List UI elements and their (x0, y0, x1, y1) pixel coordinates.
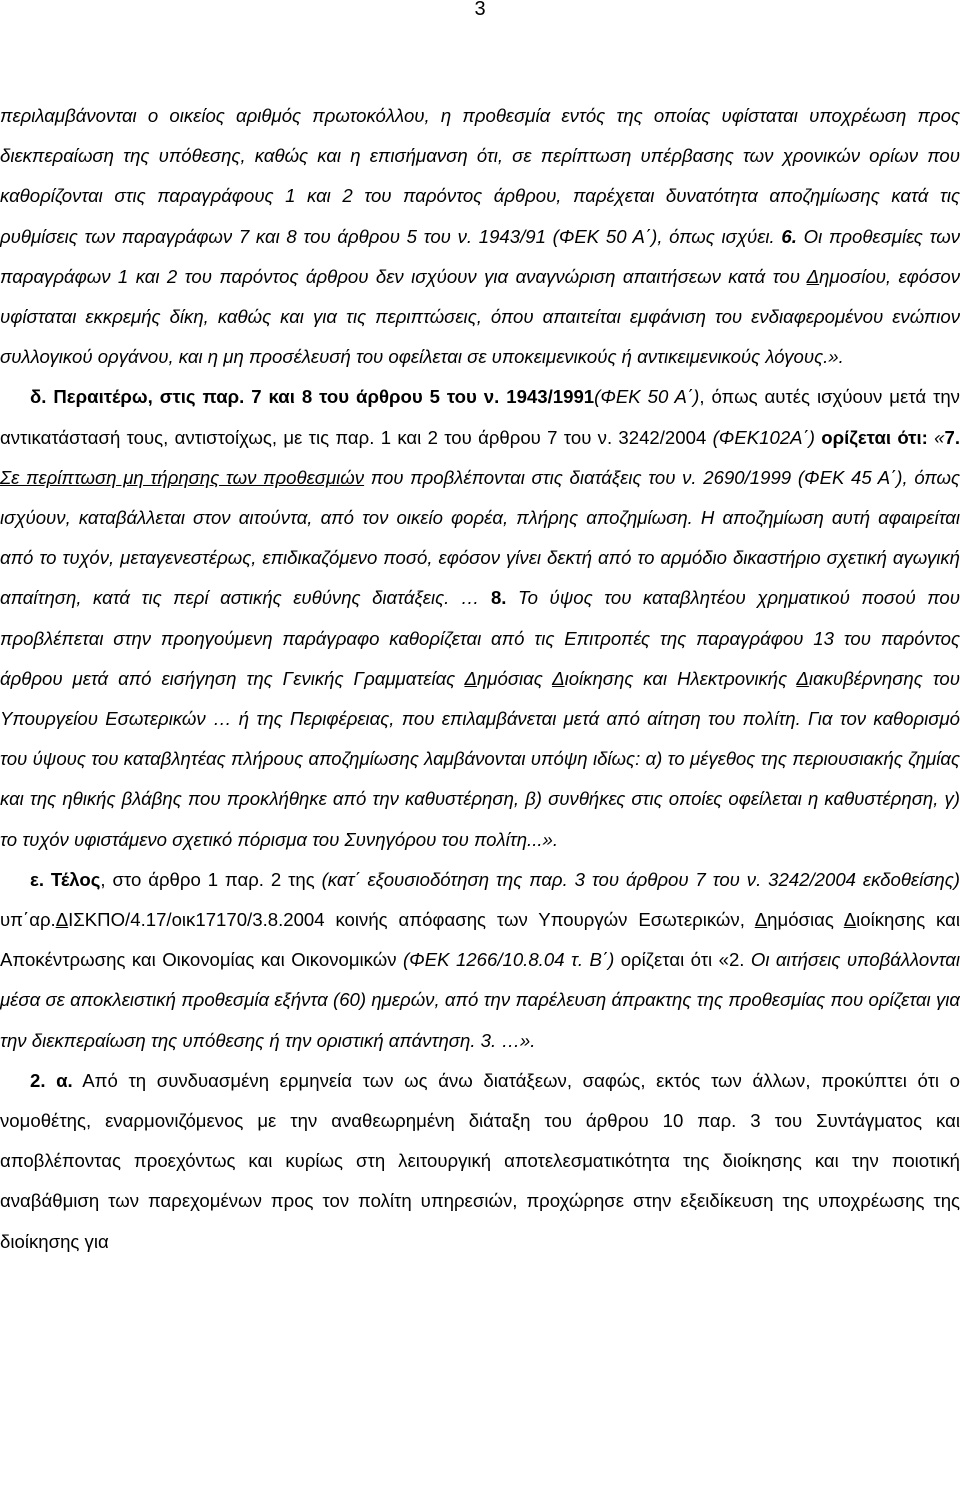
text-run: (κατ΄ εξουσιοδότηση της παρ. 3 του άρθρου 7 του ν. 3242/2004 εκδοθείσης) (321, 868, 960, 890)
text-run: ιακυβέρνησης του Υπουργείου Εσωτερικών … ή της Περιφέρειας, που επιλαμβάνεται μετά από αίτηση του πολίτη. Για τον καθορισμό του ύψους του καταβλητέας πλήρους αποζημίωσης λαμβάνονται υπόψη ιδίως: α) το μέγεθος της περιουσιακής ζημίας και της ηθικής βλάβης που προκλήθηκε από την καθυστέρηση, β) συνθήκες στις οποίες οφείλεται η καθυστέρηση, γ) το τυχόν υφιστάμενο σχετικό πόρισμα του Συνηγόρου του πολίτη...». (0, 667, 960, 850)
text-run: ΙΣΚΠΟ/4.17/οικ17170/3.8.2004 κοινής απόφασης των Υπουργών Εσωτερικών, (68, 909, 755, 931)
text-run: ιοίκησης και Ηλεκτρονικής (564, 667, 797, 689)
text-run: , όπως αυτές ισχύουν μετά την αντικατάστασή τους, αντιστοίχως, με τις παρ. 1 και 2 του άρθρου 7 του ν. 3242/2004 (0, 386, 960, 448)
page-number: 3 (474, 0, 486, 20)
text-run: 7. (944, 426, 960, 448)
paragraph-p3 (0, 860, 960, 1061)
text-run: 6. (781, 225, 797, 247)
text-run: (ΦΕΚ 50 Α΄) (594, 386, 700, 408)
text-run: 2. α. (30, 1069, 73, 1091)
text-run: Δ (464, 667, 477, 689)
text-run: 8. (490, 587, 507, 609)
text-run: Οι αιτήσεις υποβάλλονται μέσα σε αποκλειστική προθεσμία εξήντα (60) ημερών, από την παρέλευση άπρακτης της προθεσμίας που ορίζεται για την διεκπεραίωση της υπόθεσης ή την οριστική απάντηση. 3. …». (0, 949, 960, 1051)
paragraph-p4 (0, 1061, 960, 1262)
text-run: ε. Τέλος (30, 868, 101, 890)
text-run: , στο άρθρο 1 παρ. 2 της (100, 868, 322, 890)
text-run: « (927, 426, 945, 448)
text-run: υπ΄αρ. (0, 909, 56, 931)
text-run: Δ (754, 909, 768, 931)
text-run: (ΦΕΚ102Α΄) (712, 426, 815, 448)
text-run: Από τη συνδυασμένη ερμηνεία των ως άνω διατάξεων, σαφώς, εκτός των άλλων, προκύπτει ότι ο νομοθέτης, εναρμονιζόμενος με την αναθεωρημένη διάταξη του άρθρου 10 παρ. 3 του Συντάγματος και αποβλέποντας προεχόντως και κυρίως στη λειτουργική αποτελεσματικότητα της διοίκησης και την ποιοτική αναβάθμιση των παρεχομένων προς τον πολίτη υπηρεσιών, προχώρησε στην εξειδίκευση της υποχρέωσης της διοίκησης για (0, 1069, 960, 1252)
text-run: Οι προθεσμίες των παραγράφων 1 και 2 του παρόντος άρθρου δεν ισχύουν για αναγνώριση απαιτήσεων κατά του (0, 225, 960, 287)
text-run: Δ (796, 667, 809, 689)
text-run: ημόσιας (476, 667, 553, 689)
text-run: περιλαμβάνονται ο οικείος αριθμός πρωτοκόλλου, η προθεσμία εντός της οποίας υφίσταται υποχρέωση προς διεκπεραίωση της υπόθεσης, καθώς και η επισήμανση ότι, σε περίπτωση υπέρβασης των χρονικών ορίων που καθορίζονται στις παραγράφους 1 και 2 του παρόντος άρθρου, παρέχεται δυνατότητα αποζημίωσης κατά τις ρυθμίσεις των παραγράφων 7 και 8 του άρθρου 5 του ν. 1943/91 (ΦΕΚ 50 Α΄), όπως ισχύει. (0, 105, 960, 247)
text-run: Δ (55, 909, 69, 931)
paragraph-p1 (0, 96, 960, 377)
text-run: Δ (552, 667, 565, 689)
text-run: ημοσίου, εφόσον υφίσταται εκκρεμής δίκη, καθώς και για τις περιπτώσεις, όπου απαιτείται εμφάνιση του ενδιαφερομένου ενώπιον συλλογικού οργάνου, και η μη προσέλευσή του οφείλεται σε υποκειμενικούς ή αντικειμενικούς λόγους.». (0, 265, 960, 368)
paragraph-p2 (0, 377, 960, 859)
text-run: ορίζεται ότι: (821, 426, 928, 448)
text-run: ιοίκησης και Αποκέντρωσης και Οικονομίας και Οικονομικών (0, 909, 960, 971)
text-run: δ. Περαιτέρω, στις παρ. 7 και 8 του άρθρου 5 του ν. 1943/1991 (30, 386, 595, 408)
text-run: ορίζεται ότι «2. (614, 949, 751, 971)
document-body (0, 96, 960, 1262)
text-run: ημόσιας (767, 909, 844, 931)
text-run: (ΦΕΚ 1266/10.8.04 τ. Β΄) (402, 949, 615, 971)
text-run: Δ (806, 265, 820, 287)
text-run: Σε περίπτωση μη τήρησης των προθεσμιών (0, 466, 365, 488)
text-run: Το ύψος του καταβλητέου χρηματικού ποσού που προβλέπεται στην προηγούμενη παράγραφο καθορίζεται από τις Επιτροπές της παραγράφου 13 του παρόντος άρθρου μετά από εισήγηση της Γενικής Γραμματείας (0, 587, 960, 689)
text-run: που προβλέπονται στις διατάξεις του ν. 2690/1999 (ΦΕΚ 45 Α΄), όπως ισχύουν, καταβάλλεται στον αιτούντα, από τον οικείο φορέα, πλήρης αποζημίωση. Η αποζημίωση αυτή αφαιρείται από το τυχόν, μεταγενεστέρως, επιδικαζόμενο ποσό, εφόσον γίνει δεκτή από το αρμόδιο δικαστήριο σχετική αγωγική απαίτηση, κατά τις περί αστικής ευθύνης διατάξεις. … (0, 466, 960, 609)
text-run: Δ (843, 909, 857, 931)
